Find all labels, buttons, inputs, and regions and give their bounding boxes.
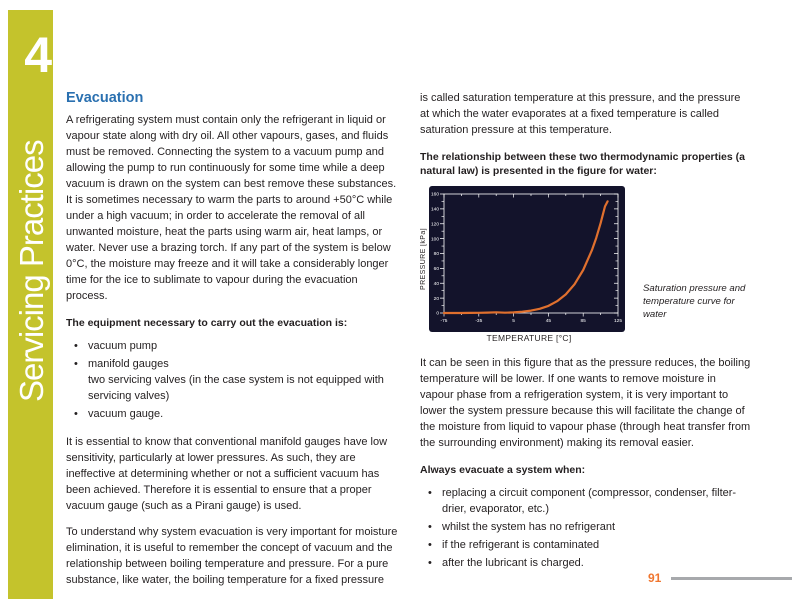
chapter-title: Servicing Practices	[13, 140, 50, 402]
chart-x-axis-title: TEMPERATURE [°C]	[486, 333, 572, 343]
svg-text:40: 40	[433, 281, 439, 287]
figure-caption: Saturation pressure and temperature curve for water	[643, 283, 746, 320]
svg-text:80: 80	[433, 252, 439, 258]
right-column	[420, 90, 752, 583]
left-column	[66, 90, 402, 598]
list-item-label: vacuum pump	[88, 340, 158, 352]
list-item: • replacing a circuit component (compressor, condenser, filter-drier, evaporator, etc.)	[420, 485, 752, 517]
section-heading: Evacuation	[66, 90, 144, 106]
figure-heading: The relationship between these two thermodynamic properties (a natural law) is presented in the figure for water:	[420, 151, 745, 177]
equipment-list	[66, 338, 402, 422]
svg-text:5: 5	[512, 319, 515, 324]
list-item-note: two servicing valves (in the case system is not equipped with servicing valves)	[88, 374, 384, 402]
paragraph-evacuation-intro: A refrigerating system must contain only the refrigerant in liquid or vapour state along with dry oil. All other vapours, gases, and fluids must be removed. Connecting the system to a vacuum pump and allowing the pump to run continuously for some time while a deep vacuum is drawn on the system can best remove these substances. It is sometimes necessary to warm the parts to around +50°C while under a high vacuum; in order to accelerate the removal of all unwanted moisture, heat the parts using warm air, heat lamps, or water. Never use a brazing torch. If any part of the system is below 0°C, the moisture may freeze and it will take a considerably longer time for the ice to sublimate to vapour during the evacuation process.	[66, 114, 397, 302]
list-item: • after the lubricant is charged.	[420, 555, 752, 571]
figure	[420, 186, 752, 343]
footer	[648, 571, 792, 585]
list-item	[66, 406, 402, 422]
chart-y-axis-title: PRESSURE [kPa]	[420, 228, 427, 291]
svg-text:120: 120	[430, 222, 439, 228]
paragraph-vacuum-concept: To understand why system evacuation is very important for moisture elimination, it is useful to remember the concept of vacuum and the relationship between boiling temperature and pressure. For a pure substance, like water, the boiling temperature for a fixed pressure	[66, 526, 398, 586]
evacuate-heading: Always evacuate a system when:	[420, 464, 586, 476]
svg-text:-35: -35	[475, 319, 483, 324]
chart-block	[420, 186, 627, 343]
page-number: 91	[648, 571, 662, 585]
svg-text:45: 45	[545, 319, 552, 324]
svg-text:0: 0	[436, 311, 439, 317]
svg-text:20: 20	[433, 296, 439, 302]
paragraph-figure-discussion: It can be seen in this figure that as the pressure reduces, the boiling temperature will be lower. If one wants to remove moisture in vapour phase from a refrigeration system, it is very important to lower the system pressure because this will facilitate the change of the moisture from liquid to vapour phase (through heat transfer from the surrounding environment) making its removal easier.	[420, 357, 751, 449]
list-item: • if the refrigerant is contaminated	[420, 537, 752, 553]
saturation-curve-chart	[429, 186, 625, 332]
svg-text:160: 160	[430, 192, 439, 198]
chapter-sidebar	[8, 10, 53, 599]
list-item: • whilst the system has no refrigerant	[420, 519, 752, 535]
chapter-number: 4	[24, 27, 52, 83]
svg-text:140: 140	[430, 207, 439, 213]
list-item	[66, 338, 402, 354]
list-item-label: vacuum gauge.	[88, 408, 164, 420]
svg-text:125: 125	[613, 319, 623, 324]
list-item-label: manifold gauges	[88, 358, 169, 370]
footer-rule	[671, 577, 792, 580]
paragraph-saturation: is called saturation temperature at this pressure, and the pressure at which the water evaporates at a fixed temperature is called saturation pressure at this temperature.	[420, 92, 741, 136]
list-item	[66, 356, 402, 404]
evacuate-list	[420, 485, 752, 571]
svg-text:85: 85	[580, 319, 586, 324]
svg-text:-75: -75	[440, 319, 448, 324]
paragraph-gauge-sensitivity: It is essential to know that conventional manifold gauges have low sensitivity, particularly at lower pressures. As such, they are ineffective at determining whether or not a sufficient vacuum has been achieved. Therefore it is essential to ensure that a proper vacuum gauge (such as a Pirani gauge) is used.	[66, 436, 388, 512]
svg-text:100: 100	[430, 237, 439, 243]
svg-text:60: 60	[433, 267, 439, 273]
equipment-heading: The equipment necessary to carry out the evacuation is:	[66, 317, 348, 329]
